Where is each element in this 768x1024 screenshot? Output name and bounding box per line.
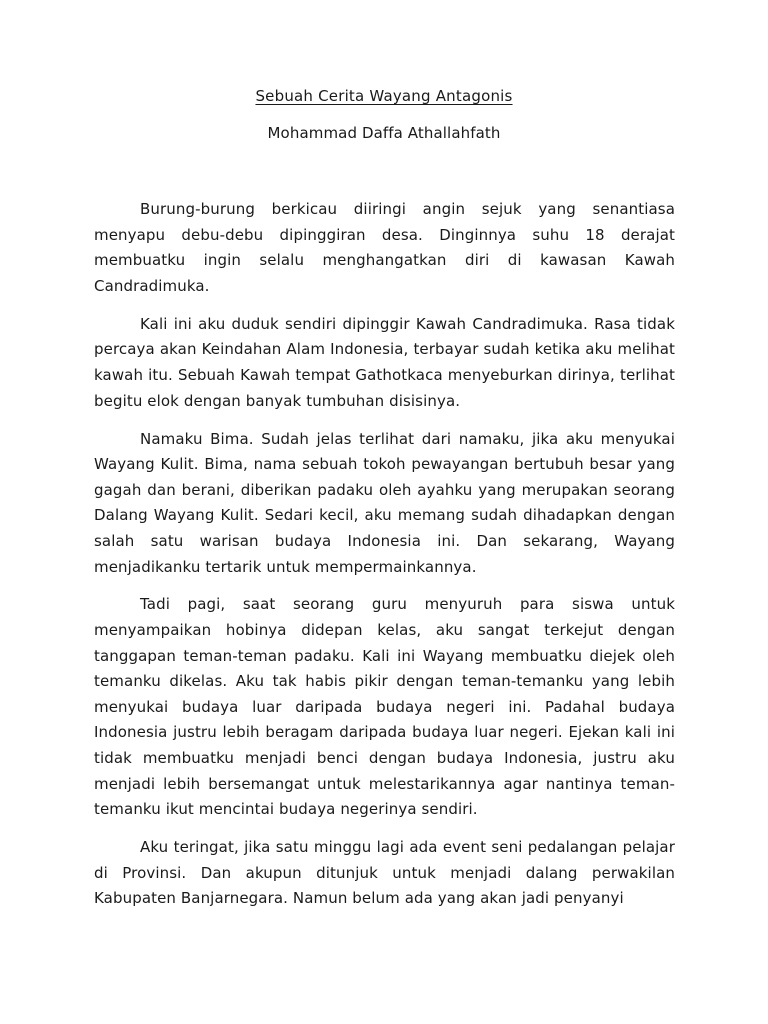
document-author: Mohammad Daffa Athallahfath: [267, 124, 501, 142]
paragraph: Kali ini aku duduk sendiri dipinggir Kawah Candradimuka. Rasa tidak percaya akan Keindahan Alam Indonesia, terbayar sudah ketika aku melihat kawah itu. Sebuah Kawah tempat Gathotkaca menyeburkan dirinya, terlihat begitu elok dengan banyak tumbuhan disisinya.: [94, 314, 675, 410]
document-body: [94, 197, 675, 924]
paragraph: Burung-burung berkicau diiringi angin sejuk yang senantiasa menyapu debu-debu dipinggiran desa. Dinginnya suhu 18 derajat membuatku ingin selalu menghangatkan diri di kawasan Kawah Candradimuka.: [94, 200, 675, 295]
paragraph: Aku teringat, jika satu minggu lagi ada event seni pedalangan pelajar di Provinsi. Dan akupun ditunjuk untuk menjadi dalang perwakilan Kabupaten Banjarnegara. Namun belum ada yang akan jadi penyanyi: [94, 838, 675, 908]
paragraph: Tadi pagi, saat seorang guru menyuruh para siswa untuk menyampaikan hobinya didepan kelas, aku sangat terkejut dengan tanggapan teman-teman padaku. Kali ini Wayang membuatku diejek oleh temanku dikelas. Aku tak habis pikir dengan teman-temanku yang lebih menyukai budaya luar daripada budaya negeri ini. Padahal budaya Indonesia justru lebih beragam daripada budaya luar negeri. Ejekan kali ini tidak membuatku menjadi benci dengan budaya Indonesia, justru aku menjadi lebih bersemangat untuk melestarikannya agar nantinya teman-temanku ikut mencintai budaya negerinya sendiri.: [94, 595, 675, 819]
document-title: Sebuah Cerita Wayang Antagonis: [255, 87, 513, 105]
paragraph: Namaku Bima. Sudah jelas terlihat dari namaku, jika aku menyukai Wayang Kulit. Bima, nama sebuah tokoh pewayangan bertubuh besar yang gagah dan berani, diberikan padaku oleh ayahku yang merupakan seorang Dalang Wayang Kulit. Sedari kecil, aku memang sudah dihadapkan dengan salah satu warisan budaya Indonesia ini. Dan sekarang, Wayang menjadikanku tertarik untuk mempermainkannya.: [94, 429, 675, 576]
